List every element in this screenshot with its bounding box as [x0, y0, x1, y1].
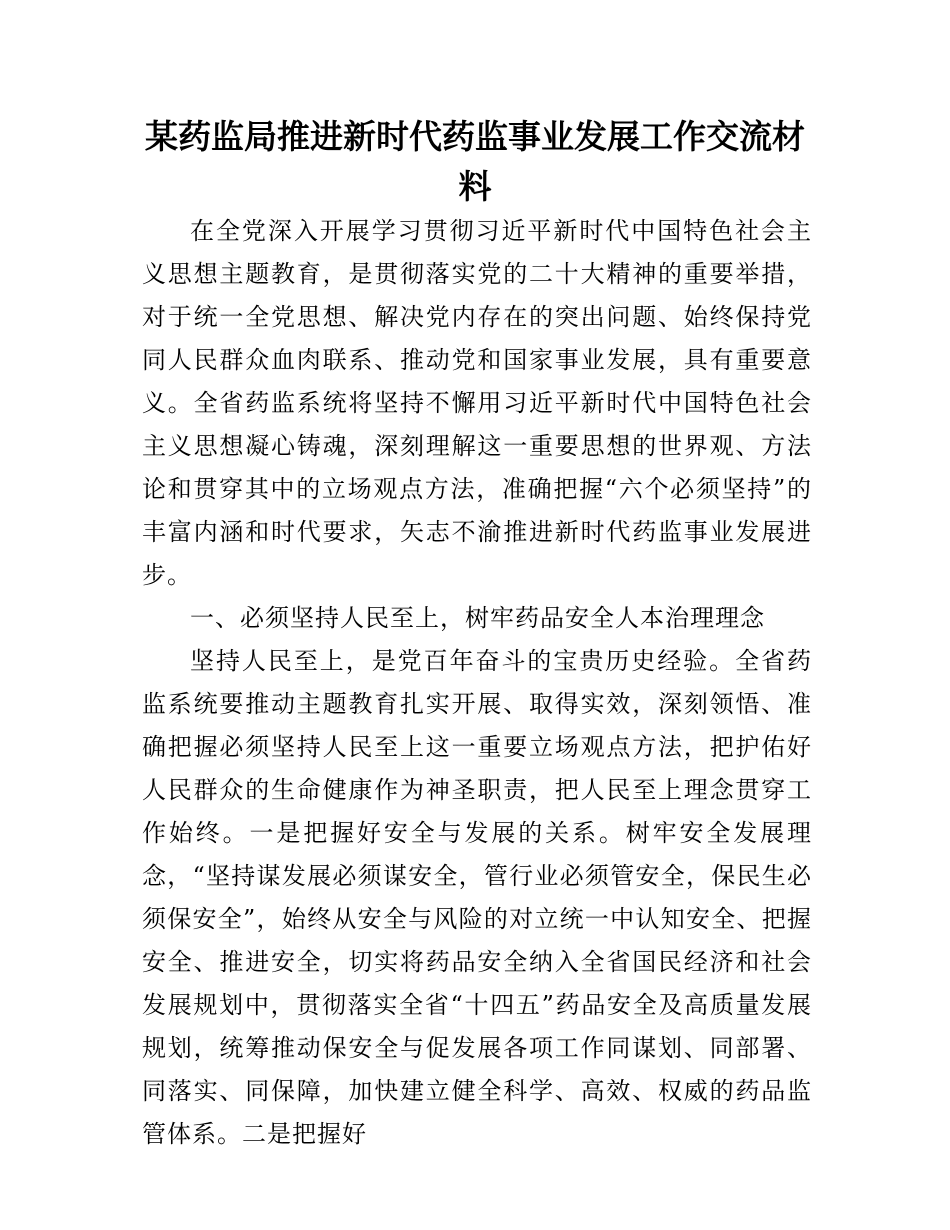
- document-body: [142, 210, 812, 1156]
- intro-paragraph: 在全党深入开展学习贯彻习近平新时代中国特色社会主义思想主题教育，是贯彻落实党的二十大精神的重要举措，对于统一全党思想、解决党内存在的突出问题、始终保持党同人民群众血肉联系、推动党和国家事业发展，具有重要意义。全省药监系统将坚持不懈用习近平新时代中国特色社会主义思想凝心铸魂，深刻理解这一重要思想的世界观、方法论和贯穿其中的立场观点方法，准确把握“六个必须坚持”的丰富内涵和时代要求，矢志不渝推进新时代药监事业发展进步。: [142, 217, 812, 589]
- section-1-paragraph: 坚持人民至上，是党百年奋斗的宝贵历史经验。全省药监系统要推动主题教育扎实开展、取得实效，深刻领悟、准确把握必须坚持人民至上这一重要立场观点方法，把护佑好人民群众的生命健康作为神圣职责，把人民至上理念贯穿工作始终。一是把握好安全与发展的关系。树牢安全发展理念，“坚持谋发展必须谋安全，管行业必须管安全，保民生必须保安全”，始终从安全与风险的对立统一中认知安全、把握安全、推进安全，切实将药品安全纳入全省国民经济和社会发展规划中，贯彻落实全省“十四五”药品安全及高质量发展规划，统筹推动保安全与促发展各项工作同谋划、同部署、同落实、同保障，加快建立健全科学、高效、权威的药品监管体系。二是把握好: [142, 647, 812, 1148]
- document-title: 某药监局推进新时代药监事业发展工作交流材料: [145, 117, 805, 206]
- section-heading-1: 一、必须坚持人民至上，树牢药品安全人本治理理念: [190, 604, 765, 632]
